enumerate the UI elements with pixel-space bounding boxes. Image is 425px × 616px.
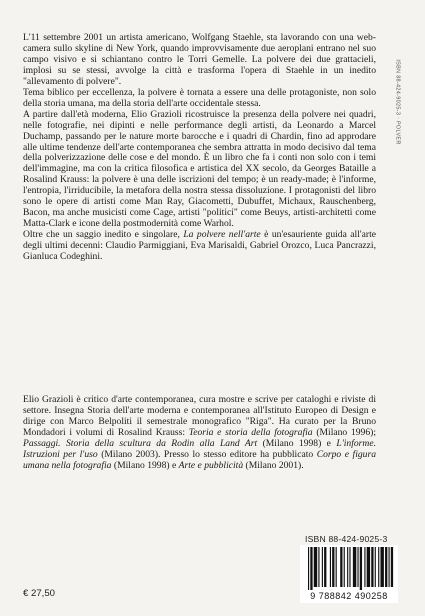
barcode-bar (308, 547, 309, 591)
blurb-paragraph-2: Tema biblico per eccellenza, la polvere è tornata a essere una delle protagoniste, non solo della storia umana, ma della storia dell'arte occidentale stessa. (23, 86, 376, 109)
author-bio (23, 395, 376, 472)
barcode-bar (347, 547, 348, 587)
price: € 27,50 (23, 588, 56, 599)
barcode-bar (332, 547, 334, 587)
barcode-bar (310, 547, 312, 591)
barcode-bar (380, 547, 383, 587)
blurb-paragraph-3: A partire dall'età moderna, Elio Grazioli ricostruisce la presenza della polvere nei quadri, nelle fotografie, nei dipinti e nelle performance degli artisti, da Leonardo a Marcel Duchamp, passando per le nature morte barocche e i quadri di Chardin, fino ad approdare alle ultime tendenze dell'arte contemporanea che sembra attratta in modo decisivo dal tema della polverizzazione delle cose e del mondo. È un libro che fa i conti non solo con i temi dell'immagine, ma con la critica filosofica e artistica del XX secolo, da Georges Bataille a Rosalind Krauss: la polvere è una delle iscrizioni del tempo; è un ready-made; è l'informe, l'entropia, l'irriducibile, la metafora della nostra stessa dissoluzione. I protagonisti del libro sono le opere di artisti come Man Ray, Giacometti, Dubuffet, Michaux, Rauschenberg, Bacon, ma anche musicisti come Cage, artisti "politici" come Beuys, artisti-architetti come Matta-Clark e icone della postmodernità come Warhol. (23, 108, 376, 230)
author-bio-paragraph: Elio Grazioli è critico d'arte contemporanea, cura mostre e scrive per cataloghi e riviste di settore. Insegna Storia dell'arte moderna e contemporanea all'Istituto Europeo di Design e dirige con Marco Belpoliti il semestrale monografico "Riga". Ha curato per la Bruno Mondadori i volumi di Rosalind Krauss: Teoria e storia della fotografia (Milano 1996); Passaggi. Storia della scultura da Rodin alla Land Art (Milano 1998) e L'informe. Istruzioni per l'uso (Milano 2003). Presso lo stesso editore ha pubblicato Corpo e figura umana nella fotografia (Milano 1998) e Arte e pubblicità (Milano 2001). (23, 394, 377, 471)
barcode-bar (322, 547, 323, 587)
barcode-bar (385, 547, 387, 587)
barcode-bar (360, 547, 362, 591)
barcode-bar (324, 547, 326, 587)
blurb-paragraph-4: Oltre che un saggio inedito e singolare, La polvere nell'arte è un'esauriente guida all'arte degli ultimi decenni: Claudio Parmiggiani, Eva Marisaldi, Gabriel Orozco, Luca Pancrazzi, Gianluca Codeghini. (23, 229, 376, 263)
barcode-bar (391, 547, 393, 587)
book-title-italic: La polvere nell'arte (183, 229, 261, 241)
barcode-bar (364, 547, 365, 587)
barcode-bar (371, 547, 373, 587)
barcode-bar (318, 547, 319, 587)
barcode-bar (349, 547, 350, 587)
barcode-bars (300, 545, 398, 591)
barcode-bar (378, 547, 379, 587)
barcode-bar (314, 547, 317, 587)
barcode-bar (336, 547, 337, 587)
barcode-bar (340, 547, 342, 587)
barcode-bar (344, 547, 345, 587)
blurb-text (23, 33, 376, 263)
barcode-bar (367, 547, 370, 587)
vertical-isbn-code: ISBN 88-424-9025-3 · POLVER (395, 59, 401, 145)
barcode-bar (353, 547, 356, 587)
barcode-bar (375, 547, 376, 587)
blurb-paragraph-1: L'11 settembre 2001 un artista americano, Wolfgang Staehle, sta lavorando con una web-camera sullo skyline di New York, quando improvvisamente due aeroplani entrano nel suo campo visivo e si schiantano contro le Torri Gemelle. La polvere dei due grattacieli, implosi su se stessi, avvolge la città e trasforma l'opera di Staehle in un inedito "allevamento di polvere". (23, 32, 376, 87)
barcode-bar (357, 547, 358, 587)
barcode-bar (330, 547, 331, 587)
barcode-bar (389, 547, 390, 587)
barcode-digits: 9 788842 490258 (300, 590, 398, 602)
isbn-label: ISBN 88-424-9025-3 (305, 534, 388, 544)
